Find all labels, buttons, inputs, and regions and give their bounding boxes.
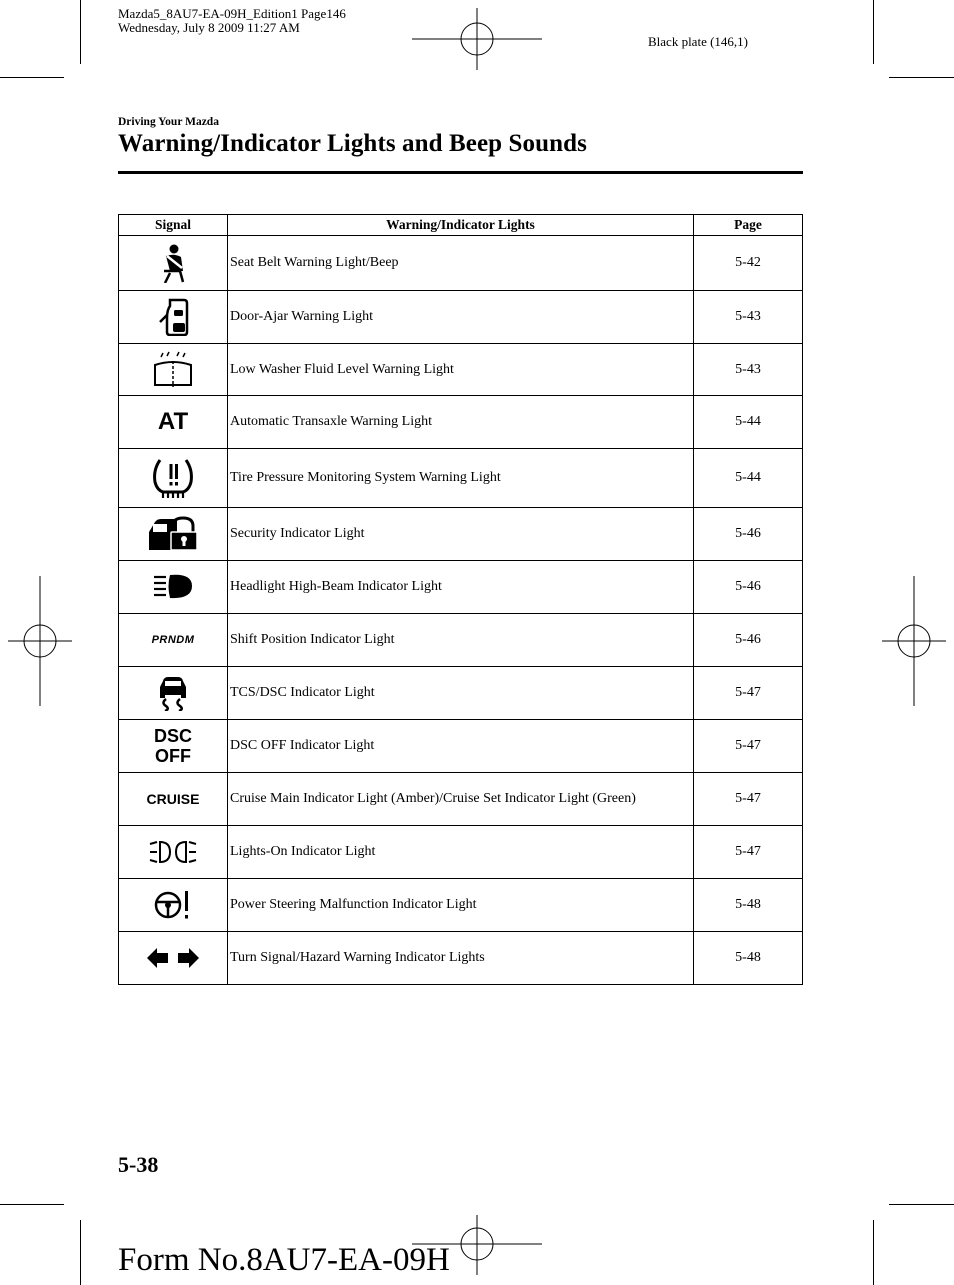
light-name: Shift Position Indicator Light <box>228 614 694 667</box>
page-ref: 5-43 <box>694 344 803 396</box>
page-ref: 5-48 <box>694 932 803 985</box>
table-row <box>119 396 803 449</box>
table-row <box>119 879 803 932</box>
table-row <box>119 236 803 291</box>
table-row <box>119 449 803 508</box>
crop-mark <box>80 0 81 64</box>
at-icon: AT <box>157 408 189 435</box>
indicator-table <box>118 214 803 985</box>
crop-mark <box>0 1204 64 1205</box>
registration-mark-right <box>882 576 946 706</box>
light-name: Automatic Transaxle Warning Light <box>228 396 694 449</box>
dsc-off-icon-line2: OFF <box>155 746 191 766</box>
light-name: TCS/DSC Indicator Light <box>228 667 694 720</box>
page-ref: 5-47 <box>694 773 803 826</box>
light-name: Seat Belt Warning Light/Beep <box>228 236 694 291</box>
seat-belt-icon <box>156 243 190 283</box>
dsc-off-icon: DSC <box>153 726 192 746</box>
page-ref: 5-47 <box>694 826 803 879</box>
page-ref: 5-46 <box>694 561 803 614</box>
page-ref: 5-48 <box>694 879 803 932</box>
tcs-dsc-icon <box>156 675 190 711</box>
washer-fluid-icon <box>153 351 193 389</box>
file-date: Wednesday, July 8 2009 11:27 AM <box>118 20 300 35</box>
light-name: Power Steering Malfunction Indicator Light <box>228 879 694 932</box>
file-info <box>118 7 346 35</box>
page-number: 5-38 <box>118 1152 159 1177</box>
light-name: Low Washer Fluid Level Warning Light <box>228 344 694 396</box>
plate-label: Black plate (146,1) <box>648 34 748 49</box>
title-rule <box>118 171 803 174</box>
table-row <box>119 508 803 561</box>
header-lights: Warning/Indicator Lights <box>228 215 694 236</box>
crop-mark <box>80 1220 81 1285</box>
table-row <box>119 291 803 344</box>
turn-signal-icon <box>146 947 200 969</box>
crop-mark <box>0 77 64 78</box>
light-name: Tire Pressure Monitoring System Warning Light <box>228 449 694 508</box>
lights-on-icon <box>148 839 198 865</box>
light-name: Turn Signal/Hazard Warning Indicator Lights <box>228 932 694 985</box>
light-name: Security Indicator Light <box>228 508 694 561</box>
form-number: Form No.8AU7-EA-09H <box>118 1242 450 1278</box>
security-icon <box>147 516 199 552</box>
light-name: DSC OFF Indicator Light <box>228 720 694 773</box>
page-ref: 5-46 <box>694 614 803 667</box>
header-page: Page <box>694 215 803 236</box>
header-signal: Signal <box>119 215 228 236</box>
registration-mark-top <box>412 8 542 70</box>
page-title: Warning/Indicator Lights and Beep Sounds <box>118 130 587 157</box>
light-name: Door-Ajar Warning Light <box>228 291 694 344</box>
cruise-icon: CRUISE <box>146 791 200 807</box>
table-row <box>119 344 803 396</box>
power-steering-icon <box>153 888 193 922</box>
table-row <box>119 773 803 826</box>
shift-position-icon: PRNDM <box>151 634 195 646</box>
crop-mark <box>873 1220 874 1285</box>
table-row <box>119 826 803 879</box>
table-header-row <box>119 215 803 236</box>
page-ref: 5-42 <box>694 236 803 291</box>
page-ref: 5-44 <box>694 396 803 449</box>
light-name: Cruise Main Indicator Light (Amber)/Cruise Set Indicator Light (Green) <box>228 773 694 826</box>
light-name: Headlight High-Beam Indicator Light <box>228 561 694 614</box>
crop-mark <box>889 1204 954 1205</box>
table-row <box>119 667 803 720</box>
table-row <box>119 614 803 667</box>
light-name: Lights-On Indicator Light <box>228 826 694 879</box>
page-ref: 5-46 <box>694 508 803 561</box>
table-row <box>119 720 803 773</box>
door-ajar-icon <box>156 298 190 336</box>
file-name: Mazda5_8AU7-EA-09H_Edition1 Page146 <box>118 6 346 21</box>
page-ref: 5-47 <box>694 667 803 720</box>
table-row <box>119 561 803 614</box>
crop-mark <box>873 0 874 64</box>
high-beam-icon <box>152 573 194 601</box>
page-ref: 5-47 <box>694 720 803 773</box>
page-ref: 5-43 <box>694 291 803 344</box>
table-row <box>119 932 803 985</box>
section-label: Driving Your Mazda <box>118 116 219 128</box>
registration-mark-left <box>8 576 72 706</box>
tire-pressure-icon <box>151 456 195 500</box>
page-ref: 5-44 <box>694 449 803 508</box>
crop-mark <box>889 77 954 78</box>
